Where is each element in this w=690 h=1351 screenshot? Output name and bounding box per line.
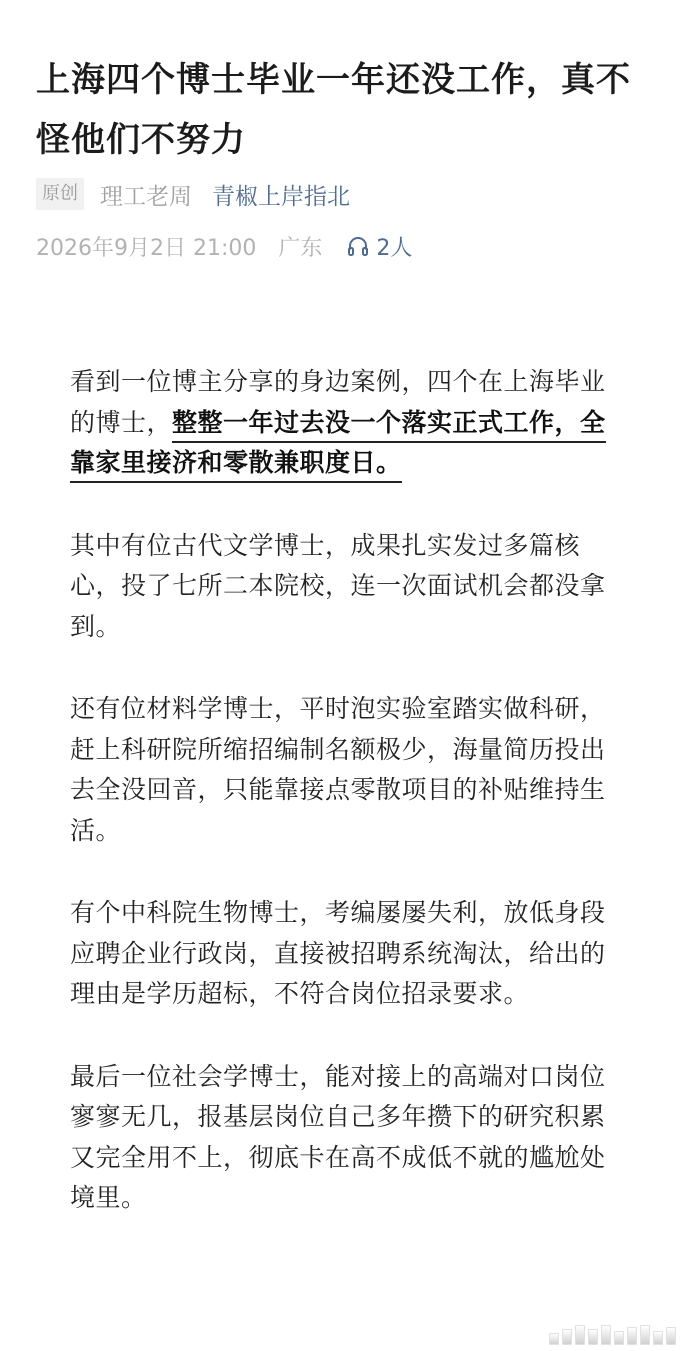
author-meta-row xyxy=(36,172,350,216)
watermark-logo xyxy=(549,1325,676,1345)
author-name: 理工老周 xyxy=(100,183,192,210)
paragraph-1-highlight: 整整一年过去没一个落实正式工作，全靠家里接济和零散兼职度日。 xyxy=(70,408,606,484)
publish-info-row xyxy=(36,226,412,266)
publish-datetime: 2026年9月2日 21:00 xyxy=(36,235,257,261)
original-badge: 原创 xyxy=(36,178,84,210)
headphones-icon xyxy=(346,234,370,258)
paragraph-1 xyxy=(70,362,626,484)
paragraph-4: 有个中科院生物博士，考编屡屡失利，放低身段应聘企业行政岗，直接被招聘系统淘汰，给出的理由是学历超标，不符合岗位招录要求。 xyxy=(70,898,606,1008)
paragraph-1-text: 看到一位博主分享的身边案例，四个在上海毕业的博士， xyxy=(70,367,606,437)
listener-count: 2人 xyxy=(376,235,413,261)
publish-location: 广东 xyxy=(278,235,323,261)
article-body xyxy=(70,362,626,1261)
article-title: 上海四个博士毕业一年还没工作，真不怪他们不努力 xyxy=(36,60,631,160)
listen-button[interactable] xyxy=(346,231,412,262)
paragraph-3: 还有位材料学博士，平时泡实验室踏实做科研，赶上科研院所缩招编制名额极少，海量简历投出去全没回音，只能靠接点零散项目的补贴维持生活。 xyxy=(70,694,606,845)
paragraph-2: 其中有位古代文学博士，成果扎实发过多篇核心，投了七所二本院校，连一次面试机会都没拿到。 xyxy=(70,530,606,641)
account-name-link[interactable]: 青椒上岸指北 xyxy=(212,183,350,210)
paragraph-5: 最后一位社会学博士，能对接上的高端对口岗位寥寥无几，报基层岗位自己多年攒下的研究积累又完全用不上，彻底卡在高不成低不就的尴尬处境里。 xyxy=(70,1061,606,1212)
